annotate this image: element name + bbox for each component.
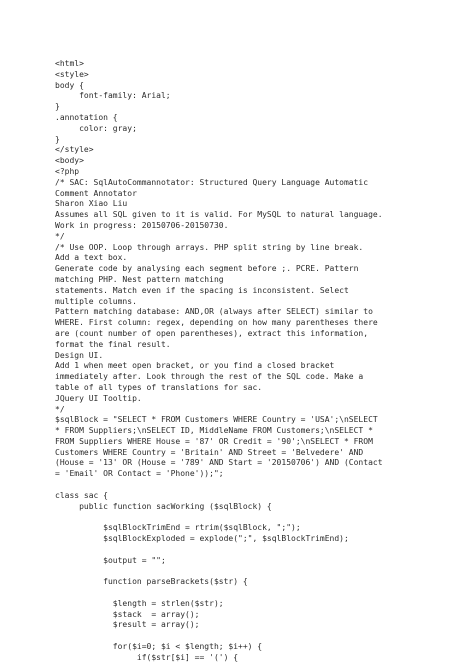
code-line: class sac { — [55, 490, 108, 500]
code-line: <?php — [55, 166, 80, 176]
code-line — [55, 512, 447, 523]
code-line: $length = strlen($str); — [55, 598, 224, 608]
code-line: = 'Email' OR Contact = 'Phone'));"; — [55, 469, 224, 479]
code-line: <style> — [55, 69, 89, 79]
code-line: Sharon Xiao Liu — [55, 199, 128, 209]
code-line: Add a text box. — [55, 253, 128, 263]
code-line: table of all types of translations for sac. — [55, 382, 263, 392]
code-line: statements. Match even if the spacing is inconsistent. Select — [55, 285, 349, 295]
code-line: $output = ""; — [55, 555, 166, 565]
code-line: format the final result. — [55, 339, 171, 349]
code-line: matching PHP. Nest pattern matching — [55, 274, 224, 284]
code-line — [55, 631, 447, 642]
code-line: /* Use OOP. Loop through arrays. PHP split string by line break. — [55, 242, 364, 252]
code-line: multiple columns. — [55, 296, 137, 306]
code-line: are (count number of open parentheses), extract this information, — [55, 328, 369, 338]
code-line: */ — [55, 404, 65, 414]
code-line: Work in progress: 20150706-20150730. — [55, 220, 229, 230]
code-line: if($str[$i] == '(') { — [55, 652, 239, 662]
code-line: .annotation { — [55, 112, 118, 122]
code-line: body { — [55, 80, 84, 90]
code-line: (House = '13' OR (House = '789' AND Start = '20150706') AND (Contact — [55, 458, 383, 468]
code-line: FROM Suppliers WHERE House = '87' OR Credit = '90';\nSELECT * FROM — [55, 436, 373, 446]
code-line: $result = array(); — [55, 620, 200, 630]
code-line: * FROM Suppliers;\nSELECT ID, MiddleName FROM Customers;\nSELECT * — [55, 426, 373, 436]
code-line: Comment Annotator — [55, 188, 137, 198]
code-line: Add 1 when meet open bracket, or you find a closed bracket — [55, 361, 335, 371]
code-line: <html> — [55, 59, 84, 68]
code-line: */ — [55, 231, 65, 241]
code-line: Assumes all SQL given to it is valid. For MySQL to natural language. — [55, 210, 383, 220]
code-line: <body> — [55, 156, 84, 166]
code-line: Customers WHERE Country = 'Britain' AND Street = 'Belvedere' AND — [55, 447, 364, 457]
code-listing — [55, 59, 447, 664]
code-line: Design UI. — [55, 350, 104, 360]
code-line: function parseBrackets($str) { — [55, 577, 248, 587]
code-line — [55, 545, 447, 556]
code-line: $sqlBlockExploded = explode(";", $sqlBlockTrimEnd); — [55, 534, 349, 544]
code-line: } — [55, 134, 60, 144]
code-line: </style> — [55, 145, 94, 155]
code-line: Generate code by analysing each segment before ;. PCRE. Pattern — [55, 264, 359, 274]
code-line: for($i=0; $i < $length; $i++) { — [55, 642, 263, 652]
code-line: /* SAC: SqlAutoCommannotator: Structured Query Language Automatic — [55, 177, 369, 187]
code-line: } — [55, 102, 60, 112]
code-line — [55, 566, 447, 577]
code-line: JQuery UI Tooltip. — [55, 393, 142, 403]
code-line: Pattern matching database: AND,OR (always after SELECT) similar to — [55, 307, 373, 317]
code-line: $sqlBlockTrimEnd = rtrim($sqlBlock, ";"); — [55, 523, 301, 533]
code-line: immediately after. Look through the rest of the SQL code. Make a — [55, 372, 364, 382]
code-line — [55, 588, 447, 599]
code-line: WHERE. First column: regex, depending on how many parentheses there — [55, 318, 378, 328]
code-line: font-family: Arial; — [55, 91, 171, 101]
code-line: $stack = array(); — [55, 609, 200, 619]
code-line: color: gray; — [55, 123, 137, 133]
code-line: $sqlBlock = "SELECT * FROM Customers WHERE Country = 'USA';\nSELECT — [55, 415, 378, 425]
code-line — [55, 480, 447, 491]
code-line: public function sacWorking ($sqlBlock) { — [55, 501, 272, 511]
